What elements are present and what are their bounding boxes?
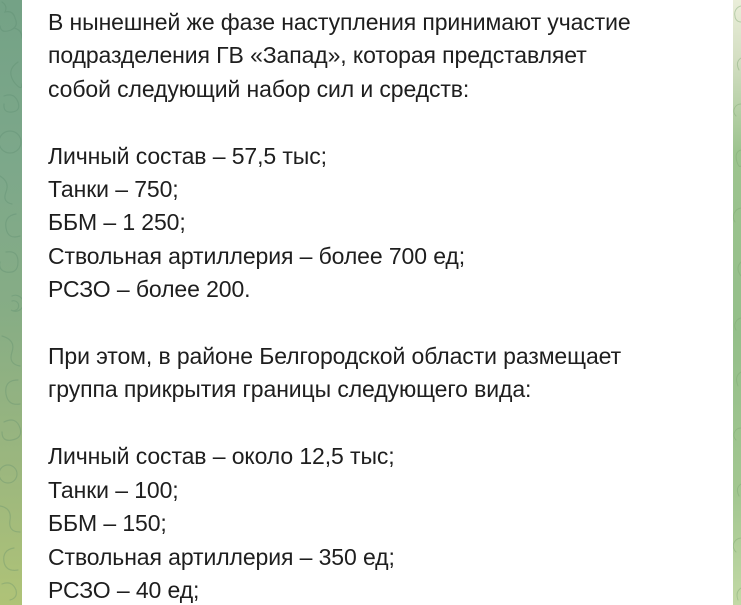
message-line: При этом, в районе Белгородской области размещает [48, 343, 621, 370]
message-line: собой следующий набор сил и средств: [48, 75, 470, 102]
message-line: Ствольная артиллерия – 350 ед; [48, 543, 395, 570]
message-line: РСЗО – более 200. [48, 276, 251, 303]
doodle-pattern-icon [0, 0, 22, 605]
message-line: Танки – 750; [48, 176, 179, 203]
message-line: РСЗО – 40 ед; [48, 576, 200, 603]
message-bubble[interactable] [22, 0, 733, 605]
message-line: ББМ – 150; [48, 510, 167, 537]
message-line [48, 407, 727, 440]
message-line: группа прикрытия границы следующего вида: [48, 376, 532, 403]
message-line: Ствольная артиллерия – более 700 ед; [48, 242, 466, 269]
message-line: Личный состав – около 12,5 тыс; [48, 443, 395, 470]
message-line [48, 307, 727, 340]
doodle-pattern-icon [733, 0, 741, 605]
message-text [22, 0, 733, 605]
chat-background-right-strip [733, 0, 741, 605]
message-line [48, 106, 727, 139]
message-line: Танки – 100; [48, 476, 179, 503]
message-line: ББМ – 1 250; [48, 209, 186, 236]
message-line: подразделения ГВ «Запад», которая представляет [48, 42, 587, 69]
chat-background-left-strip [0, 0, 22, 605]
message-line: В нынешней же фазе наступления принимают участие [48, 9, 631, 35]
message-line: Личный состав – 57,5 тыс; [48, 142, 327, 169]
